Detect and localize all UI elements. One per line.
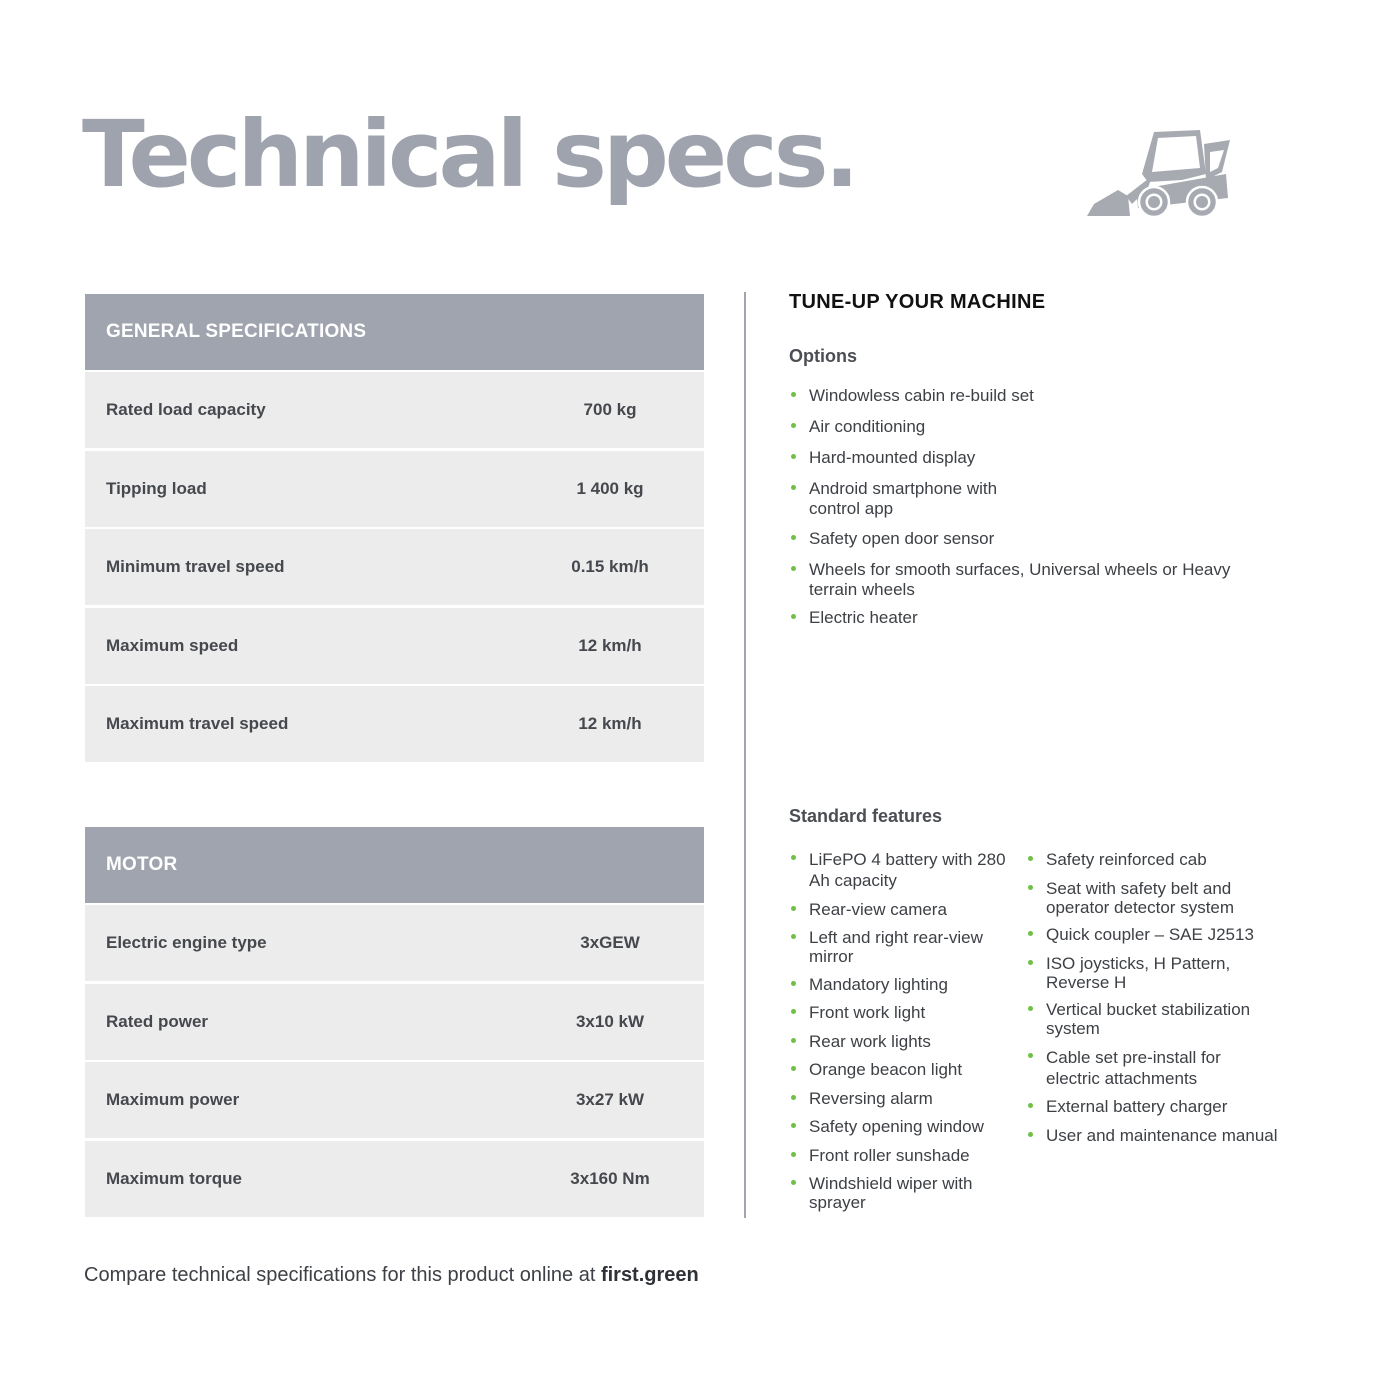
skid-steer-loader-icon <box>1082 124 1232 220</box>
motor-table <box>85 827 704 1219</box>
table-row <box>85 608 704 684</box>
list-item: Windowless cabin re-build set <box>789 386 1289 406</box>
list-item: Orange beacon light <box>789 1060 1029 1080</box>
table-row <box>85 1062 704 1138</box>
list-item: Mandatory lighting <box>789 975 1029 995</box>
footer-text: Compare technical specifications for this product online at <box>84 1264 601 1286</box>
list-item: Electric heater <box>789 608 1289 628</box>
list-item: Seat with safety belt and operator detector system <box>1026 879 1246 917</box>
footer-note <box>84 1264 699 1287</box>
list-item: Front work light <box>789 1003 1029 1023</box>
motor-header: MOTOR <box>85 827 704 903</box>
list-item: LiFePO 4 battery with 280 Ah capacity <box>789 849 1029 891</box>
website-link[interactable]: first.green <box>600 1264 699 1286</box>
list-item: Windshield wiper with sprayer <box>789 1174 1009 1212</box>
list-item: Wheels for smooth surfaces, Universal wheels or Heavy terrain wheels <box>789 560 1269 600</box>
spec-label: Electric engine type <box>106 933 267 952</box>
list-item: Safety reinforced cab <box>1026 850 1326 870</box>
spec-label: Rated load capacity <box>106 400 266 419</box>
list-item: User and maintenance manual <box>1026 1126 1326 1146</box>
list-item: Left and right rear-view mirror <box>789 928 1029 966</box>
table-row <box>85 372 704 448</box>
list-item: Front roller sunshade <box>789 1146 1029 1166</box>
spec-value: 12 km/h <box>578 635 642 655</box>
spec-label: Minimum travel speed <box>106 557 285 576</box>
list-item: Safety opening window <box>789 1117 1029 1137</box>
spec-label: Maximum torque <box>106 1168 243 1188</box>
list-item: Safety open door sensor <box>789 529 1289 549</box>
options-heading: Options <box>789 346 857 366</box>
spec-label: Maximum power <box>106 1090 240 1109</box>
list-item: Rear work lights <box>789 1032 1029 1052</box>
list-item: Quick coupler – SAE J2513 <box>1026 925 1326 945</box>
column-divider <box>744 292 746 1218</box>
list-item: Android smartphone with control app <box>789 479 999 519</box>
standard-features-heading: Standard features <box>789 806 943 826</box>
spec-value: 3xGEW <box>580 933 640 952</box>
spec-value: 12 km/h <box>578 714 642 733</box>
spec-value: 3x10 kW <box>575 1011 645 1031</box>
spec-value: 0.15 km/h <box>571 557 649 576</box>
spec-value: 3x27 kW <box>575 1090 645 1109</box>
list-item: Hard-mounted display <box>789 448 1289 468</box>
standard-features-list-right <box>1026 850 1326 1154</box>
table-row <box>85 905 704 981</box>
options-list <box>789 386 1289 639</box>
spec-label: Rated power <box>106 1011 209 1031</box>
list-item: Vertical bucket stabilization system <box>1026 1000 1286 1038</box>
list-item: Air conditioning <box>789 417 1289 437</box>
table-row <box>85 1141 704 1217</box>
table-row <box>85 686 704 762</box>
list-item: Cable set pre-install for electric attachments <box>1026 1047 1251 1089</box>
spec-value: 700 kg <box>583 400 637 419</box>
tune-up-title: TUNE-UP YOUR MACHINE <box>789 291 1046 313</box>
page-title: Technical specs. <box>82 101 856 208</box>
spec-label: Maximum speed <box>106 635 239 655</box>
general-specifications-table <box>85 294 704 765</box>
general-specifications-header: GENERAL SPECIFICATIONS <box>85 294 704 370</box>
list-item: External battery charger <box>1026 1097 1326 1117</box>
table-row <box>85 451 704 527</box>
standard-features-list-left <box>789 849 1029 1221</box>
list-item: Reversing alarm <box>789 1089 1029 1109</box>
table-row <box>85 984 704 1060</box>
table-row <box>85 529 704 605</box>
spec-value: 1 400 kg <box>576 478 644 498</box>
list-item: Rear-view camera <box>789 900 1029 920</box>
spec-value: 3x160 Nm <box>570 1168 650 1188</box>
spec-label: Tipping load <box>106 478 207 498</box>
spec-label: Maximum travel speed <box>106 714 289 733</box>
list-item: ISO joysticks, H Pattern, Reverse H <box>1026 954 1251 992</box>
